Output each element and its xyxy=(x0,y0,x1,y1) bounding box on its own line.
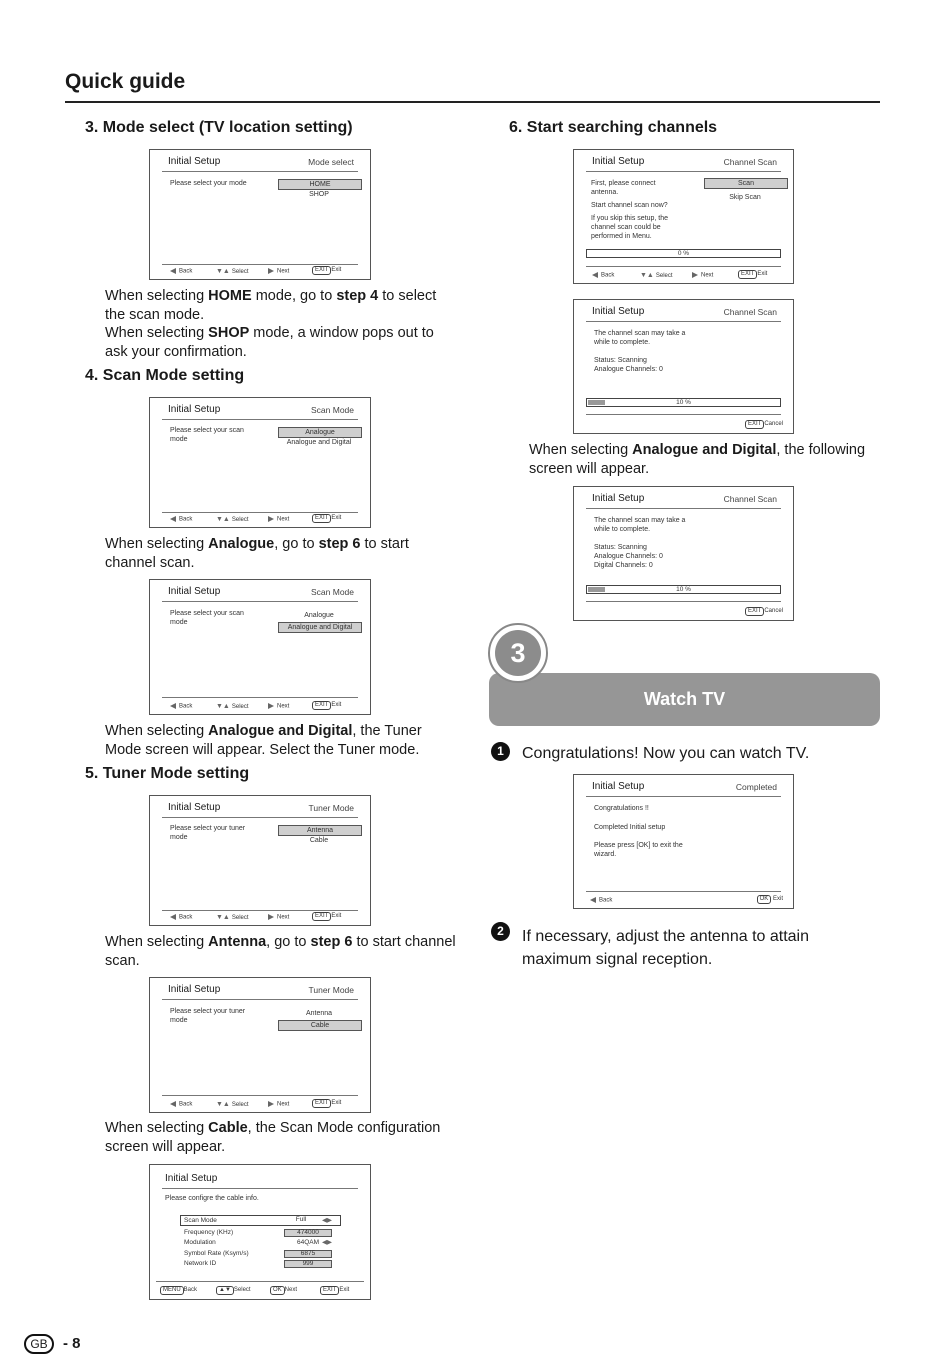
progress-bar xyxy=(586,398,781,407)
symbol-rate-label: Symbol Rate (Ksym/s) xyxy=(184,1250,249,1257)
progress-fill xyxy=(588,400,605,405)
divider xyxy=(586,601,781,602)
completed-line: Completed Initial setup xyxy=(594,824,666,831)
exit-hint: EXIT Exit xyxy=(320,1286,349,1295)
up-down-arrow-icon: ▼▲ xyxy=(216,914,230,921)
scan-note: The channel scan may take a while to complete. xyxy=(594,517,686,533)
skip-note: If you skip this setup, the channel scan could be performed in Menu. xyxy=(591,215,669,240)
next-hint: Next xyxy=(268,914,289,921)
screen-title: Initial Setup xyxy=(168,802,221,813)
frequency-value: 474000 xyxy=(284,1229,332,1237)
cancel-hint: EXIT Cancel xyxy=(745,420,783,429)
divider xyxy=(586,796,781,797)
progress-label: 0 % xyxy=(677,250,690,257)
screen-title: Initial Setup xyxy=(168,586,221,597)
left-arrow-icon xyxy=(170,1101,176,1107)
progress-label: 10 % xyxy=(676,586,691,593)
up-down-key-icon: ▲▼ xyxy=(216,1286,234,1295)
select-hint: ▼▲ Select xyxy=(216,1101,249,1108)
right-arrow-icon xyxy=(268,914,274,920)
screen-title: Initial Setup xyxy=(592,781,645,792)
divider xyxy=(162,910,358,911)
screen-prompt: Please configre the cable info. xyxy=(165,1195,259,1202)
exit-hint: EXIT Exit xyxy=(738,270,767,279)
back-hint: MENU Back xyxy=(160,1286,197,1295)
next-hint: Next xyxy=(268,268,289,275)
right-arrow-icon xyxy=(268,268,274,274)
option-cable: Cable xyxy=(309,837,329,844)
region-badge: GB xyxy=(24,1334,54,1354)
step5-note-antenna: When selecting Antenna, go to step 6 to start channel scan. xyxy=(105,934,456,969)
up-down-arrow-icon: ▼▲ xyxy=(216,1101,230,1108)
page-title: Quick guide xyxy=(65,70,186,93)
screen-title: Initial Setup xyxy=(168,404,221,415)
divider xyxy=(586,414,781,415)
screen-title: Initial Setup xyxy=(165,1173,218,1184)
step4-heading: 4. Scan Mode setting xyxy=(85,367,245,384)
step-number: 3 xyxy=(495,630,541,676)
channel-scan-digital-screen xyxy=(573,486,794,621)
divider xyxy=(162,817,358,818)
tuner-mode-screen-antenna xyxy=(149,795,371,926)
screen-subtitle: Scan Mode xyxy=(311,587,354,597)
step5-heading: 5. Tuner Mode setting xyxy=(85,765,250,782)
start-prompt: Start channel scan now? xyxy=(591,202,668,209)
step6-heading: 6. Start searching channels xyxy=(509,119,718,136)
select-hint: ▼▲ Select xyxy=(216,703,249,710)
antenna-adjust-text: If necessary, adjust the antenna to attain maximum signal reception. xyxy=(522,928,809,968)
scan-mode-screen-analogue xyxy=(149,397,371,528)
step3-note-shop: When selecting SHOP mode, a window pops out to ask your confirmation. xyxy=(105,325,434,360)
divider xyxy=(162,512,358,513)
next-hint: OK Next xyxy=(270,1286,297,1295)
right-arrow-icon xyxy=(692,272,698,278)
option-analogue: Analogue xyxy=(278,427,362,438)
exit-hint: EXIT Exit xyxy=(312,514,341,523)
modulation-value: 64QAM xyxy=(296,1239,320,1246)
next-hint: Next xyxy=(268,516,289,523)
screen-subtitle: Tuner Mode xyxy=(308,803,354,813)
left-arrow-icon xyxy=(170,703,176,709)
select-hint: ▼▲ Select xyxy=(640,272,673,279)
back-hint: Back xyxy=(170,914,192,921)
network-id-value: 999 xyxy=(284,1260,332,1268)
divider xyxy=(162,1188,358,1189)
exit-hint: OK Exit xyxy=(757,895,783,904)
completed-screen xyxy=(573,774,794,909)
left-right-arrow-icon: ◀▶ xyxy=(322,1217,332,1224)
screen-prompt: Please select your tuner mode xyxy=(170,825,246,841)
screen-title: Initial Setup xyxy=(592,493,645,504)
congrats-line: Congratulations !! xyxy=(594,805,649,812)
divider xyxy=(162,1095,358,1096)
item2-number-icon: 2 xyxy=(491,922,510,941)
right-arrow-icon xyxy=(268,703,274,709)
screen-prompt: Please select your scan mode xyxy=(170,610,244,626)
divider xyxy=(586,321,781,322)
divider xyxy=(586,508,781,509)
left-right-arrow-icon: ◀▶ xyxy=(322,1239,332,1246)
left-arrow-icon xyxy=(590,897,596,903)
option-home: HOME xyxy=(278,179,362,190)
option-analogue: Analogue xyxy=(304,612,334,619)
analogue-channels: Analogue Channels: 0 xyxy=(594,366,663,373)
option-skip-scan: Skip Scan xyxy=(729,194,761,201)
right-arrow-icon xyxy=(268,1101,274,1107)
select-hint: ▼▲ Select xyxy=(216,516,249,523)
exit-hint: EXIT Exit xyxy=(312,701,341,710)
screen-prompt: Please select your scan mode xyxy=(170,427,244,443)
exit-hint: EXIT Exit xyxy=(312,912,341,921)
divider xyxy=(162,697,358,698)
congrats-text: Congratulations! Now you can watch TV. xyxy=(522,745,810,762)
screen-subtitle: Mode select xyxy=(308,157,354,167)
back-hint: Back xyxy=(592,272,614,279)
option-cable: Cable xyxy=(278,1020,362,1031)
channel-scan-progress-screen xyxy=(573,299,794,434)
option-shop: SHOP xyxy=(309,191,329,198)
step-number-badge xyxy=(488,623,548,683)
page-number: - 8 xyxy=(63,1335,81,1352)
option-analogue-digital: Analogue and Digital xyxy=(278,622,362,633)
screen-title: Initial Setup xyxy=(592,156,645,167)
step3-note-home: When selecting HOME mode, go to step 4 to select the scan mode. xyxy=(105,288,437,323)
scan-mode-screen-digital xyxy=(149,579,371,715)
scan-mode-label: Scan Mode xyxy=(184,1217,217,1224)
progress-label: 10 % xyxy=(676,399,691,406)
item1-number-icon: 1 xyxy=(491,742,510,761)
up-down-arrow-icon: ▼▲ xyxy=(640,272,654,279)
screen-prompt: Please select your mode xyxy=(170,180,247,187)
screen-subtitle: Tuner Mode xyxy=(308,985,354,995)
frequency-label: Frequency (KHz) xyxy=(184,1229,234,1236)
cable-config-screen xyxy=(149,1164,371,1300)
step4-note-digital: When selecting Analogue and Digital, the Tuner Mode screen will appear. Select the Tuner mode. xyxy=(105,723,422,758)
left-arrow-icon xyxy=(592,272,598,278)
step3-heading: 3. Mode select (TV location setting) xyxy=(85,119,353,136)
next-hint: Next xyxy=(268,703,289,710)
option-analogue-digital: Analogue and Digital xyxy=(286,439,352,446)
progress-bar xyxy=(586,249,781,258)
screen-subtitle: Scan Mode xyxy=(311,405,354,415)
divider xyxy=(586,266,781,267)
screen-title: Initial Setup xyxy=(168,156,221,167)
up-down-arrow-icon: ▼▲ xyxy=(216,268,230,275)
analogue-channels: Analogue Channels: 0 xyxy=(594,553,663,560)
screen-prompt: Please select your tuner mode xyxy=(170,1008,246,1024)
back-hint: Back xyxy=(170,516,192,523)
left-arrow-icon xyxy=(170,914,176,920)
screen-subtitle: Channel Scan xyxy=(723,307,777,317)
back-hint: Back xyxy=(170,703,192,710)
modulation-label: Modulation xyxy=(184,1239,216,1246)
divider xyxy=(162,419,358,420)
exit-hint: EXIT Exit xyxy=(312,1099,341,1108)
connect-note: First, please connect antenna. xyxy=(591,180,656,196)
tuner-mode-screen-cable xyxy=(149,977,371,1113)
up-down-arrow-icon: ▼▲ xyxy=(216,516,230,523)
step4-note-analogue: When selecting Analogue, go to step 6 to start channel scan. xyxy=(105,536,409,571)
screen-subtitle: Channel Scan xyxy=(723,494,777,504)
mode-select-screen xyxy=(149,149,371,280)
left-arrow-icon xyxy=(170,516,176,522)
screen-subtitle: Completed xyxy=(735,782,777,792)
progress-fill xyxy=(588,587,605,592)
scan-status: Status: Scanning xyxy=(594,544,647,551)
back-hint: Back xyxy=(170,1101,192,1108)
divider xyxy=(586,171,781,172)
channel-scan-start-screen xyxy=(573,149,794,284)
next-hint: Next xyxy=(692,272,713,279)
divider xyxy=(586,891,781,892)
watch-tv-title: Watch TV xyxy=(643,689,726,709)
right-arrow-icon xyxy=(268,516,274,522)
divider xyxy=(162,171,358,172)
option-antenna: Antenna xyxy=(278,825,362,836)
symbol-rate-value: 6875 xyxy=(284,1250,332,1258)
divider xyxy=(156,1281,364,1282)
screen-title: Initial Setup xyxy=(168,984,221,995)
digital-channels: Digital Channels: 0 xyxy=(594,562,653,569)
step6-note-digital: When selecting Analogue and Digital, the following screen will appear. xyxy=(529,442,866,477)
left-arrow-icon xyxy=(170,268,176,274)
scan-note: The channel scan may take a while to complete. xyxy=(594,330,686,346)
option-antenna: Antenna xyxy=(305,1010,333,1017)
next-hint: Next xyxy=(268,1101,289,1108)
step5-note-cable: When selecting Cable, the Scan Mode configuration screen will appear. xyxy=(105,1120,441,1155)
scan-mode-value: Full xyxy=(295,1216,307,1223)
back-hint: Back xyxy=(170,268,192,275)
option-scan: Scan xyxy=(704,178,788,189)
network-id-label: Network ID xyxy=(184,1260,217,1267)
divider xyxy=(162,264,358,265)
screen-title: Initial Setup xyxy=(592,306,645,317)
select-hint: ▼▲ Select xyxy=(216,268,249,275)
title-rule xyxy=(65,101,880,103)
exit-hint: EXIT Exit xyxy=(312,266,341,275)
cancel-hint: EXIT Cancel xyxy=(745,607,783,616)
scan-status: Status: Scanning xyxy=(594,357,647,364)
select-hint: ▲▼ Select xyxy=(216,1286,251,1295)
exit-instruction: Please press [OK] to exit the wizard. xyxy=(594,842,683,858)
back-hint: Back xyxy=(590,897,612,904)
progress-bar xyxy=(586,585,781,594)
select-hint: ▼▲ Select xyxy=(216,914,249,921)
up-down-arrow-icon: ▼▲ xyxy=(216,703,230,710)
divider xyxy=(162,601,358,602)
screen-subtitle: Channel Scan xyxy=(723,157,777,167)
divider xyxy=(162,999,358,1000)
